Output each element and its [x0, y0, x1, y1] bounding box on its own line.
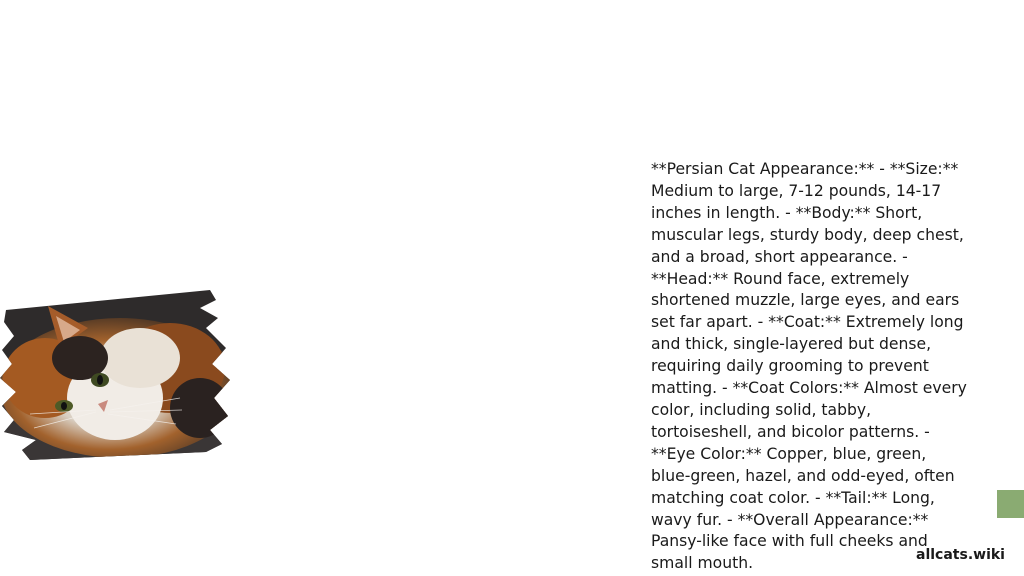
article-body: **Persian Cat Appearance:** - **Size:** Medium to large, 7-12 pounds, 14-17 inches in length. - **Body:** Short, muscular legs, sturdy body, deep chest, and a broad, short appearance. - **Head:** Round face, extremely shortened muzzle, large eyes, and ears set far apart. - **Coat:** Extremely long and thick, single-layered but dense, requiring daily grooming to prevent matting. - **Coat Colors:** Almost every color, including solid, tabby, tortoiseshell, and bicolor patterns. - **Eye Color:** Copper, blue, green, blue-green, hazel, and odd-eyed, often matching coat color. - **Tail:** Long, wavy fur. - **Overall Appearance:** Pansy-like face with full cheeks and small mouth. — [651, 160, 967, 573]
site-name[interactable]: allcats.wiki — [916, 547, 1005, 563]
cat-photo — [0, 288, 232, 460]
brand-badge — [997, 490, 1024, 518]
